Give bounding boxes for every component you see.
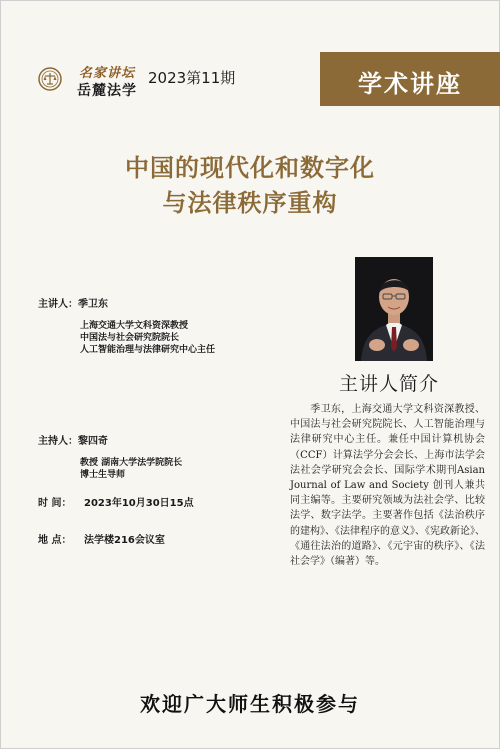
speaker-title: 人工智能治理与法律研究中心主任 [80, 345, 216, 355]
lecture-title-line-1: 中国的现代化和数字化 [125, 154, 375, 182]
place-value: 法学楼216会议室 [84, 535, 165, 546]
speaker-bio [290, 402, 485, 569]
category-banner [320, 52, 500, 106]
host-label: 主持人：黎四奇 [38, 436, 108, 447]
host-title: 教授 湖南大学法学院院长 [80, 458, 183, 468]
speaker-bio-text: 季卫东，上海交通大学文科资深教授、中国法与社会研究院院长、人工智能治理与法律研究中心主任。兼任中国计算机协会（CCF）计算法学分会会长、上海市法学会法社会学研究会会长、国际学术期刊Asian Journal of Law and Society 创刊人兼共同主编等。主要研究领域为法社会学、比较法学、数字法学。主要著作包括《法治秩序的建构》、《法律程序的意义》、《宪政新论》、《通往法治的道路》、《元宇宙的秩序》、《法社会学》（编著）等。 [290, 404, 485, 568]
banner-label: 学术讲座 [358, 70, 462, 98]
time-row [38, 494, 194, 509]
speaker-label: 主讲人：季卫东 [38, 299, 108, 310]
profile-heading: 主讲人简介 [339, 373, 440, 395]
brand-logo-text: 岳麓法学 [77, 83, 137, 99]
lecture-title-line-2: 与法律秩序重构 [162, 189, 338, 217]
time-label: 时 间： [38, 498, 72, 509]
place-row [38, 531, 165, 546]
host-title: 博士生导师 [80, 470, 126, 480]
place-label: 地 点： [38, 535, 72, 546]
welcome-footer: 欢迎广大师生积极参与 [140, 692, 360, 716]
issue-number: 2023第11期 [148, 69, 236, 87]
speaker-title: 中国法与社会研究院院长 [80, 333, 180, 343]
speaker-photo [355, 257, 433, 361]
brand-series-name: 名家讲坛 [79, 66, 136, 81]
scales-of-justice-seal-icon [38, 67, 62, 91]
time-value: 2023年10月30日15点 [84, 498, 194, 509]
speaker-title: 上海交通大学文科资深教授 [80, 321, 189, 331]
